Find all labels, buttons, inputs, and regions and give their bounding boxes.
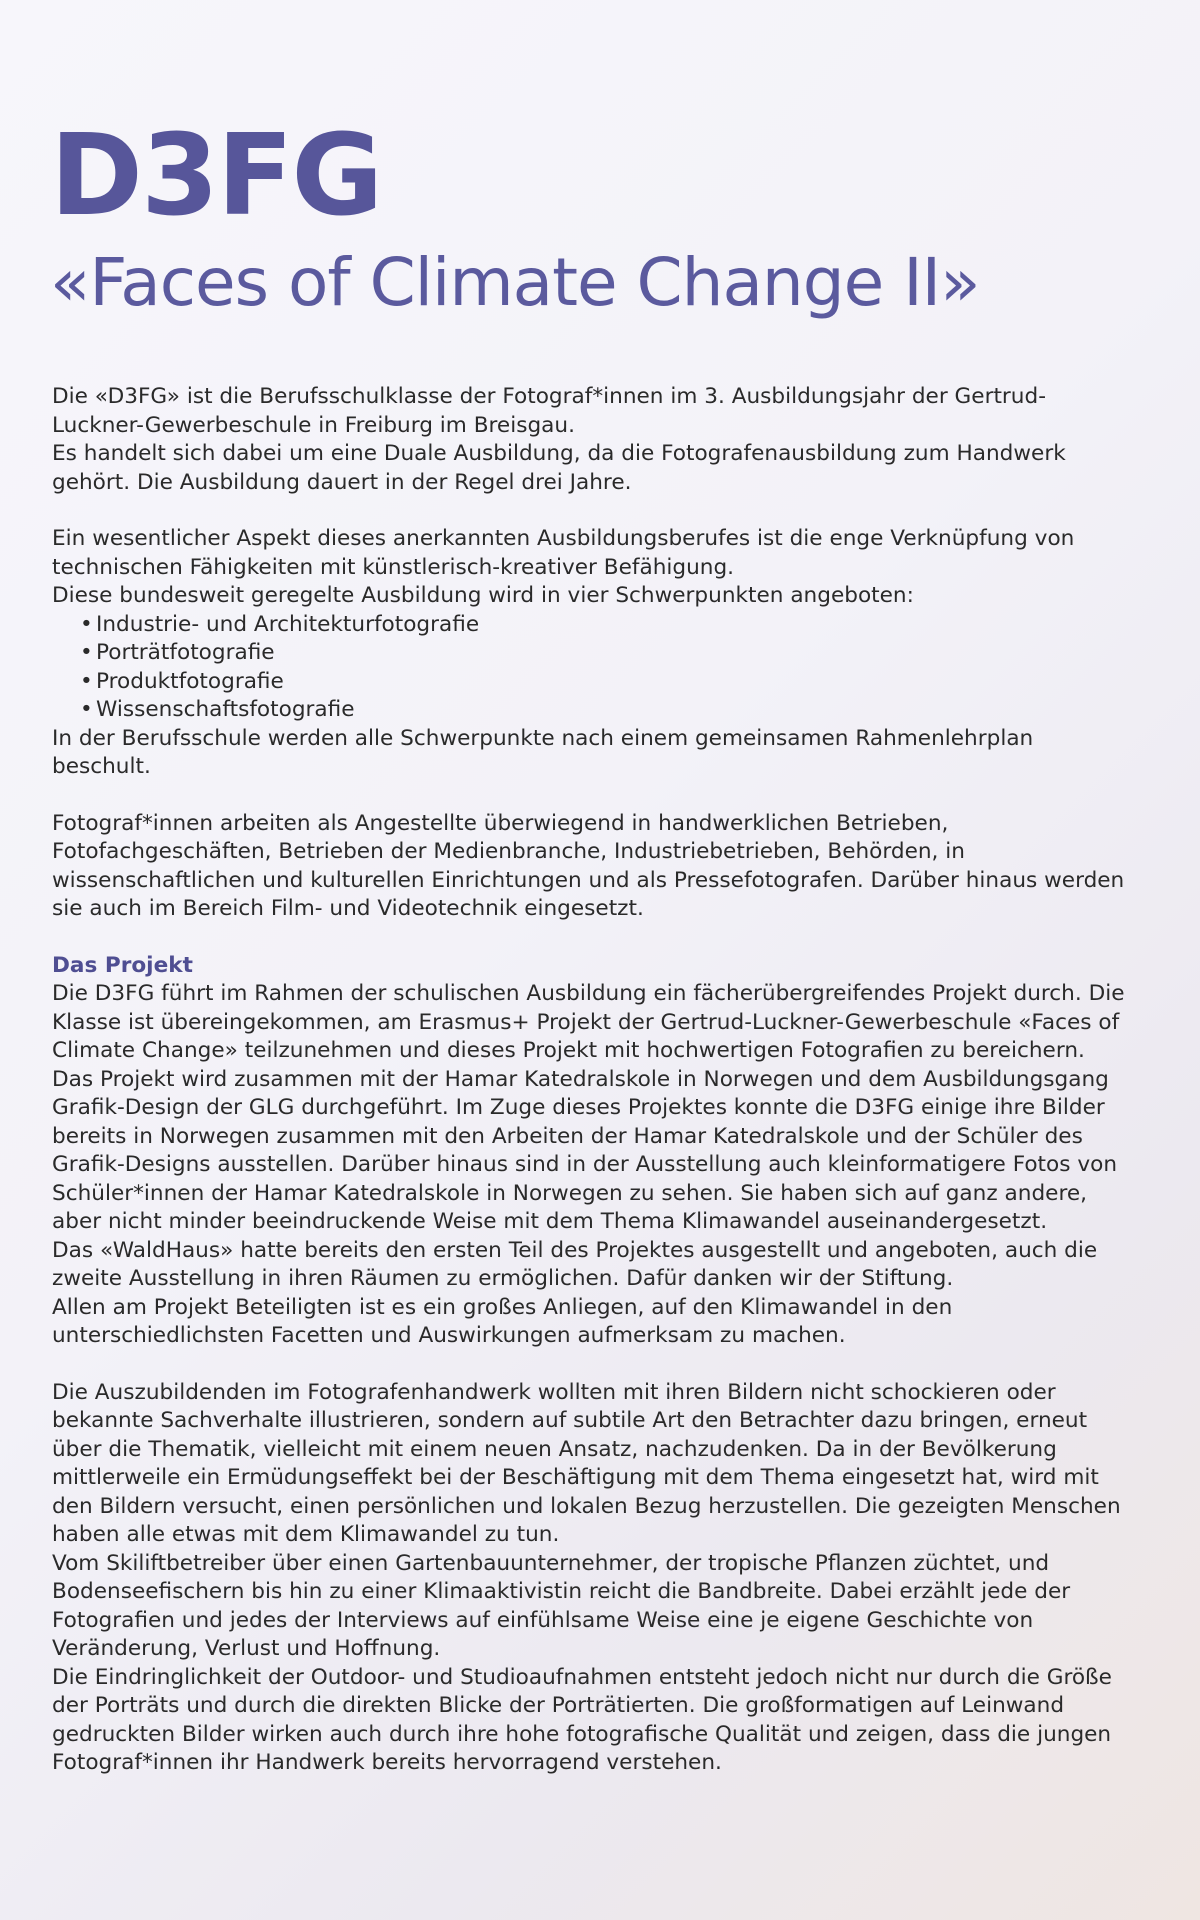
section-heading-project: Das Projekt [52,952,193,978]
aspects-paragraph-1: Ein wesentlicher Aspekt dieses anerkannten Ausbildungsberufes ist die enge Verknüpfung von technischen Fähigkeiten mit künstlerisch-kreativer Befähigung. [52,526,1075,580]
closing-paragraph-3: Die Eindringlichkeit der Outdoor- und Studioaufnahmen entsteht jedoch nicht nur durch die Größe der Porträts und durch die direkten Blicke der Porträtierten. Die großformatigen auf Leinwand gedruckten Bilder wirken auch durch ihre hohe fotografische Qualität und zeigen, dass die jungen Fotograf*innen ihr Handwerk bereits hervorragend verstehen. [52,1664,1112,1775]
intro-paragraph-1: Die «D3FG» ist die Berufsschulklasse der Fotograf*innen im 3. Ausbildungsjahr der Gertrud-Luckner-Gewerbeschule in Freiburg im Breisgau. [52,384,1046,438]
project-paragraph-2: Das «WaldHaus» hatte bereits den ersten Teil des Projektes ausgestellt und angeboten, auch die zweite Ausstellung in ihren Räumen zu ermöglichen. Dafür danken wir der Stiftung. [52,1237,1098,1291]
paragraph-gap [52,782,1132,810]
paragraph-gap [52,924,1132,952]
list-item: • Industrie- und Architekturfotografie [80,611,1132,640]
list-item: • Porträtfotografie [80,639,1132,668]
list-item: • Produktfotografie [80,668,1132,697]
project-paragraph-1: Die D3FG führt im Rahmen der schulischen Ausbildung ein fächerübergreifendes Projekt durch. Die Klasse ist übereingekommen, am Erasmus+ Projekt der Gertrud-Luckner-Gewerbeschule «Faces of Climate Change» teilzunehmen und dieses Projekt mit hochwertigen Fotografien zu bereichern. Das Projekt wird zusammen mit der Hamar Katedralskole in Norwegen und dem Ausbildungsgang Grafik-Design der GLG durchgeführt. Im Zuge dieses Projektes konnte die D3FG einige ihre Bilder bereits in Norwegen zusammen mit den Arbeiten der Hamar Katedralskole und der Schüler des Grafik-Designs ausstellen. Darüber hinaus sind in der Ausstellung auch kleinformatigere Fotos von Schüler*innen der Hamar Katedralskole in Norwegen zu sehen. Sie haben sich auf ganz andere, aber nicht minder beeindruckende Weise mit dem Thema Klimawandel auseinandergesetzt. [52,981,1125,1234]
page-subtitle: «Faces of Climate Change II» [50,244,980,321]
paragraph-gap [52,1351,1132,1379]
intro-paragraph-2: Es handelt sich dabei um eine Duale Ausbildung, da die Fotografenausbildung zum Handwerk gehört. Die Ausbildung dauert in der Regel drei Jahre. [52,441,1066,495]
aspects-paragraph-2: Diese bundesweit geregelte Ausbildung wird in vier Schwerpunkten angeboten: [52,583,914,608]
work-paragraph: Fotograf*innen arbeiten als Angestellte überwiegend in handwerklichen Betrieben, Fotofachgeschäften, Betrieben der Medienbranche, Industriebetrieben, Behörden, in wissenschaftlichen und kulturellen Einrichtungen und als Pressefotografen. Darüber hinaus werden sie auch im Bereich Film- und Videotechnik eingesetzt. [52,810,1125,921]
paragraph-gap [52,497,1132,525]
closing-paragraph-2: Vom Skiliftbetreiber über einen Gartenbauunternehmer, der tropische Pflanzen züchtet, und Bodenseefischern bis hin zu einer Klimaaktivistin reicht die Bandbreite. Dabei erzählt jede der Fotografien und jedes der Interviews auf einfühlsame Weise eine je eigene Geschichte von Veränderung, Verlust und Hoffnung. [52,1550,1071,1661]
list-item: • Wissenschaftsfotografie [80,696,1132,725]
focus-areas-list [52,611,1132,725]
closing-paragraph-1: Die Auszubildenden im Fotografenhandwerk wollten mit ihren Bildern nicht schockieren oder bekannte Sachverhalte illustrieren, sondern auf subtile Art den Betrachter dazu bringen, erneut über die Thematik, vielleicht mit einem neuen Ansatz, nachzudenken. Da in der Bevölkerung mittlerweile ein Ermüdungseffekt bei der Beschäftigung mit dem Thema eingesetzt hat, wird mit den Bildern versucht, einen persönlichen und lokalen Bezug herzustellen. Die gezeigten Menschen haben alle etwas mit dem Klimawandel zu tun. [52,1379,1121,1547]
aspects-paragraph-3: In der Berufsschule werden alle Schwerpunkte nach einem gemeinsamen Rahmenlehrplan beschult. [52,725,1034,779]
project-paragraph-3: Allen am Projekt Beteiligten ist es ein großes Anliegen, auf den Klimawandel in den unterschiedlichsten Facetten und Auswirkungen aufmerksam zu machen. [52,1294,953,1348]
body-text [52,383,1132,1778]
page-title: D3FG [50,111,382,241]
